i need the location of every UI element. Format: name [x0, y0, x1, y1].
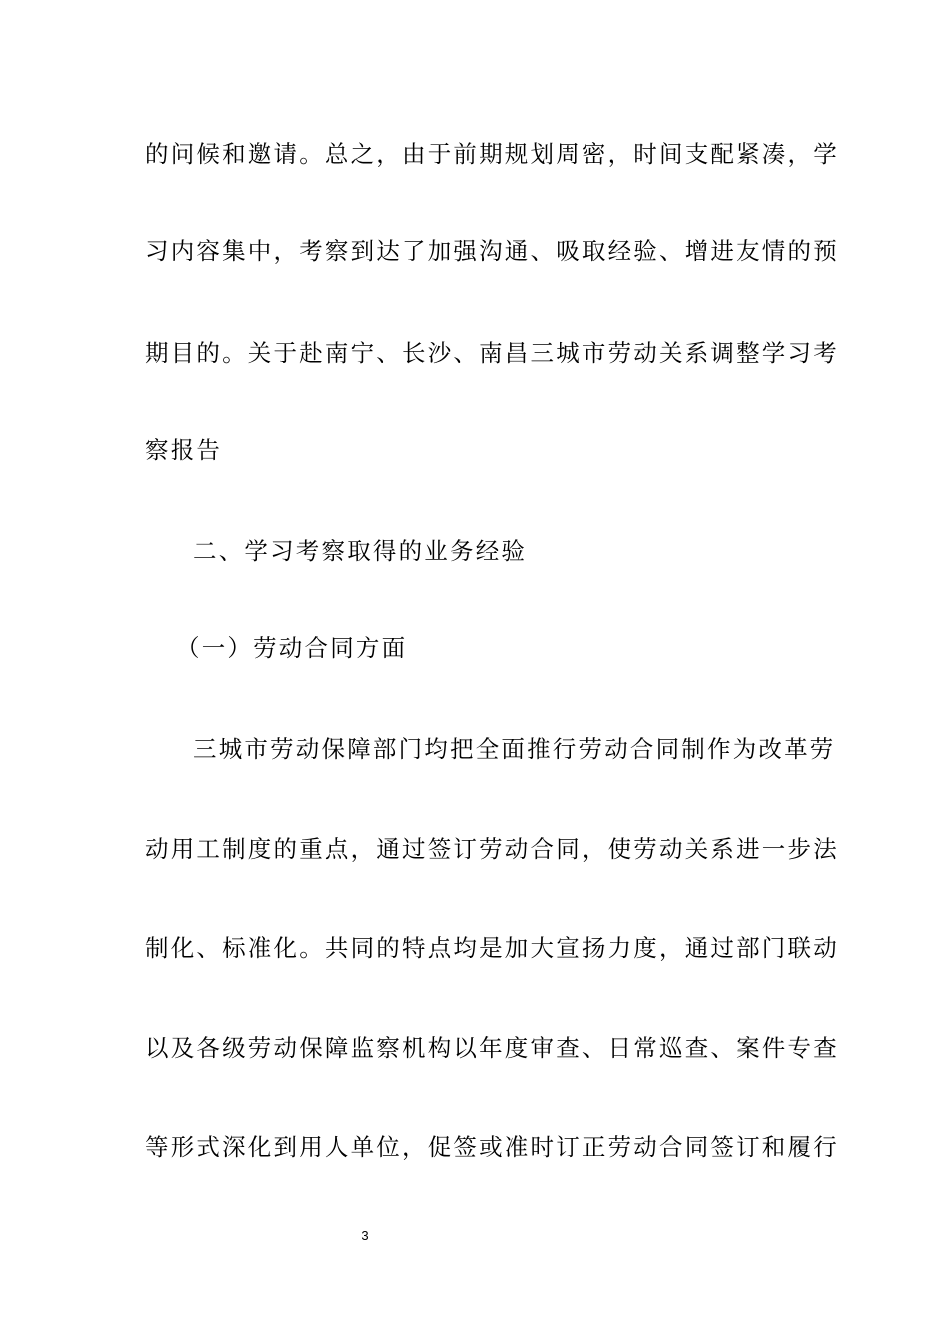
paragraph-line: 察报告: [145, 436, 223, 464]
paragraph-line: 动用工制度的重点，通过签订劳动合同，使劳动关系进一步法: [145, 835, 839, 863]
section-heading: 二、学习考察取得的业务经验: [193, 537, 528, 565]
paragraph-line: 三城市劳动保障部门均把全面推行劳动合同制作为改革劳: [193, 735, 836, 763]
paragraph-line: 等形式深化到用人单位，促签或准时订正劳动合同签订和履行: [145, 1133, 839, 1161]
paragraph-line: 的问候和邀请。总之，由于前期规划周密，时间支配紧凑，学: [145, 140, 839, 168]
paragraph-line: 习内容集中，考察到达了加强沟通、吸取经验、增进友情的预: [145, 237, 839, 265]
paragraph-line: 制化、标准化。共同的特点均是加大宣扬力度，通过部门联动: [145, 934, 839, 962]
page-number: 3: [361, 1228, 369, 1243]
paragraph-line: 以及各级劳动保障监察机构以年度审查、日常巡查、案件专查: [145, 1034, 839, 1062]
paragraph-line: 期目的。关于赴南宁、长沙、南昌三城市劳动关系调整学习考: [145, 339, 839, 367]
subsection-heading: （一）劳动合同方面: [176, 634, 408, 662]
